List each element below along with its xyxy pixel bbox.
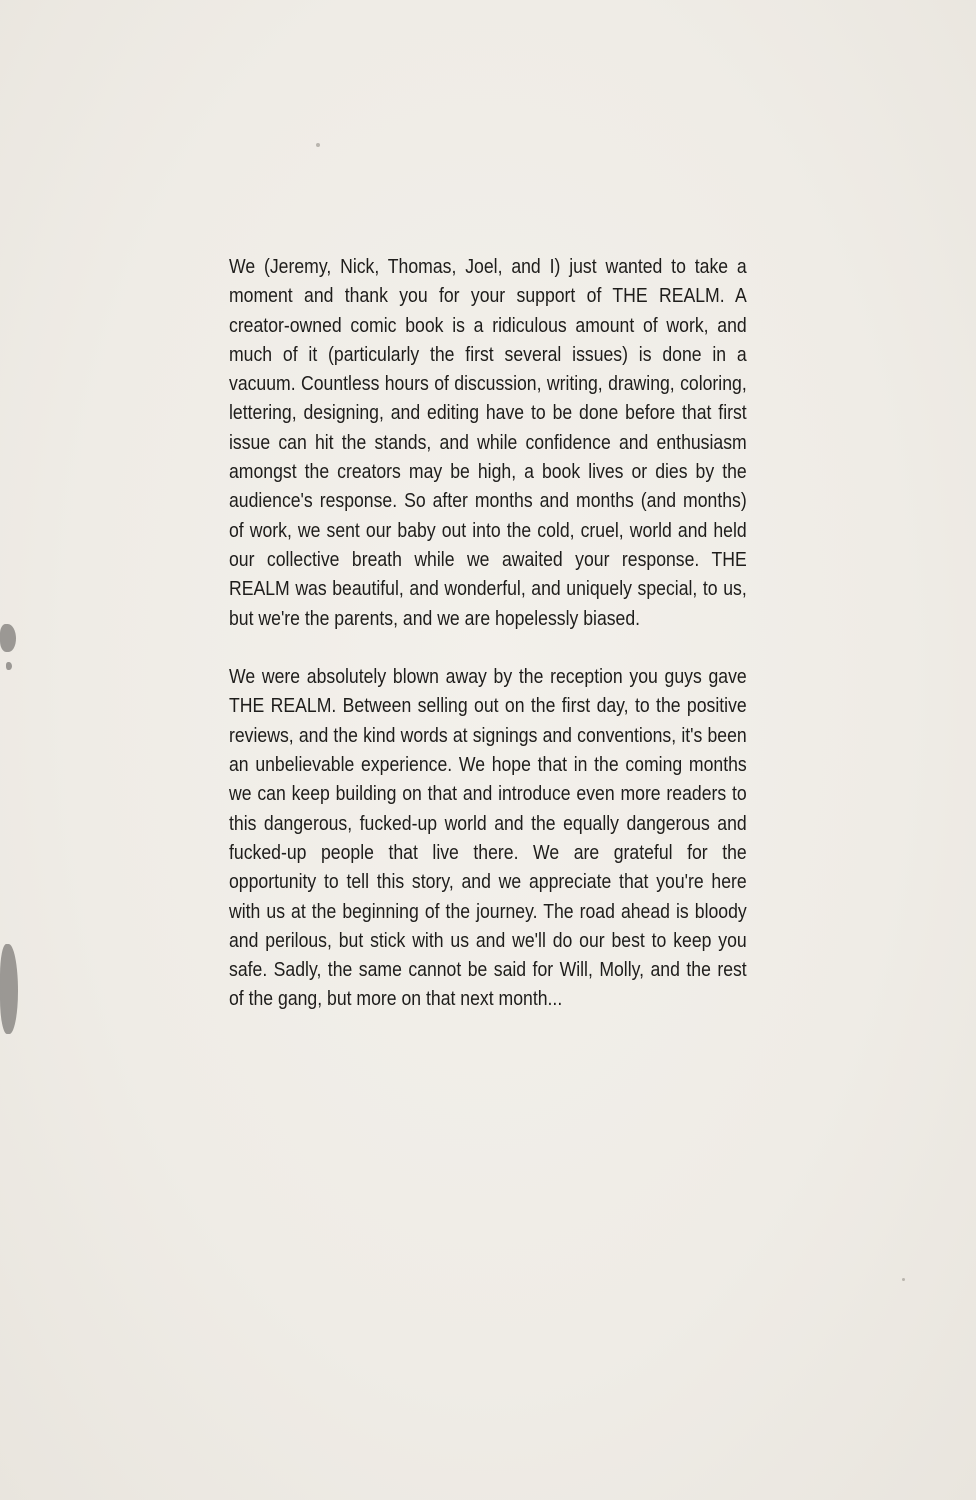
letter-paragraph-2: We were absolutely blown away by the reception you guys gave THE REALM. Between selling out on the first day, to the positive reviews, and the kind words at signings and conventions, it's been an unbelievable experience. We hope that in the coming months we can keep building on that and introduce even more readers to this dangerous, fucked-up world and the equally dangerous and fucked-up people that live there. We are grateful for the opportunity to tell this story, and we appreciate that you're here with us at the beginning of the journey. The road ahead is bloody and perilous, but stick with us and we'll do our best to keep you safe. Sadly, the same cannot be said for Will, Molly, and the rest of the gang, but more on that next month... xyxy=(229,665,747,1011)
edge-smudge-upper xyxy=(0,624,16,652)
paper-speck xyxy=(902,1278,905,1281)
edge-smudge-mid xyxy=(6,662,12,670)
letter-paragraph-1: We (Jeremy, Nick, Thomas, Joel, and I) just wanted to take a moment and thank you for your support of THE REALM. A creator-owned comic book is a ridiculous amount of work, and much of it (particularly the first several issues) is done in a vacuum. Countless hours of discussion, writing, drawing, coloring, lettering, designing, and editing have to be done before that first issue can hit the stands, and while confidence and enthusiasm amongst the creators may be high, a book lives or dies by the audience's response. So after months and months (and months) of work, we sent our baby out into the cold, cruel, world and held our collective breath while we awaited your response. THE REALM was beautiful, and wonderful, and uniquely special, to us, but we're the parents, and we are hopelessly biased. xyxy=(229,255,747,630)
paper-speck xyxy=(316,143,320,147)
letter-body xyxy=(229,252,747,1014)
edge-smudge-lower xyxy=(0,944,18,1034)
